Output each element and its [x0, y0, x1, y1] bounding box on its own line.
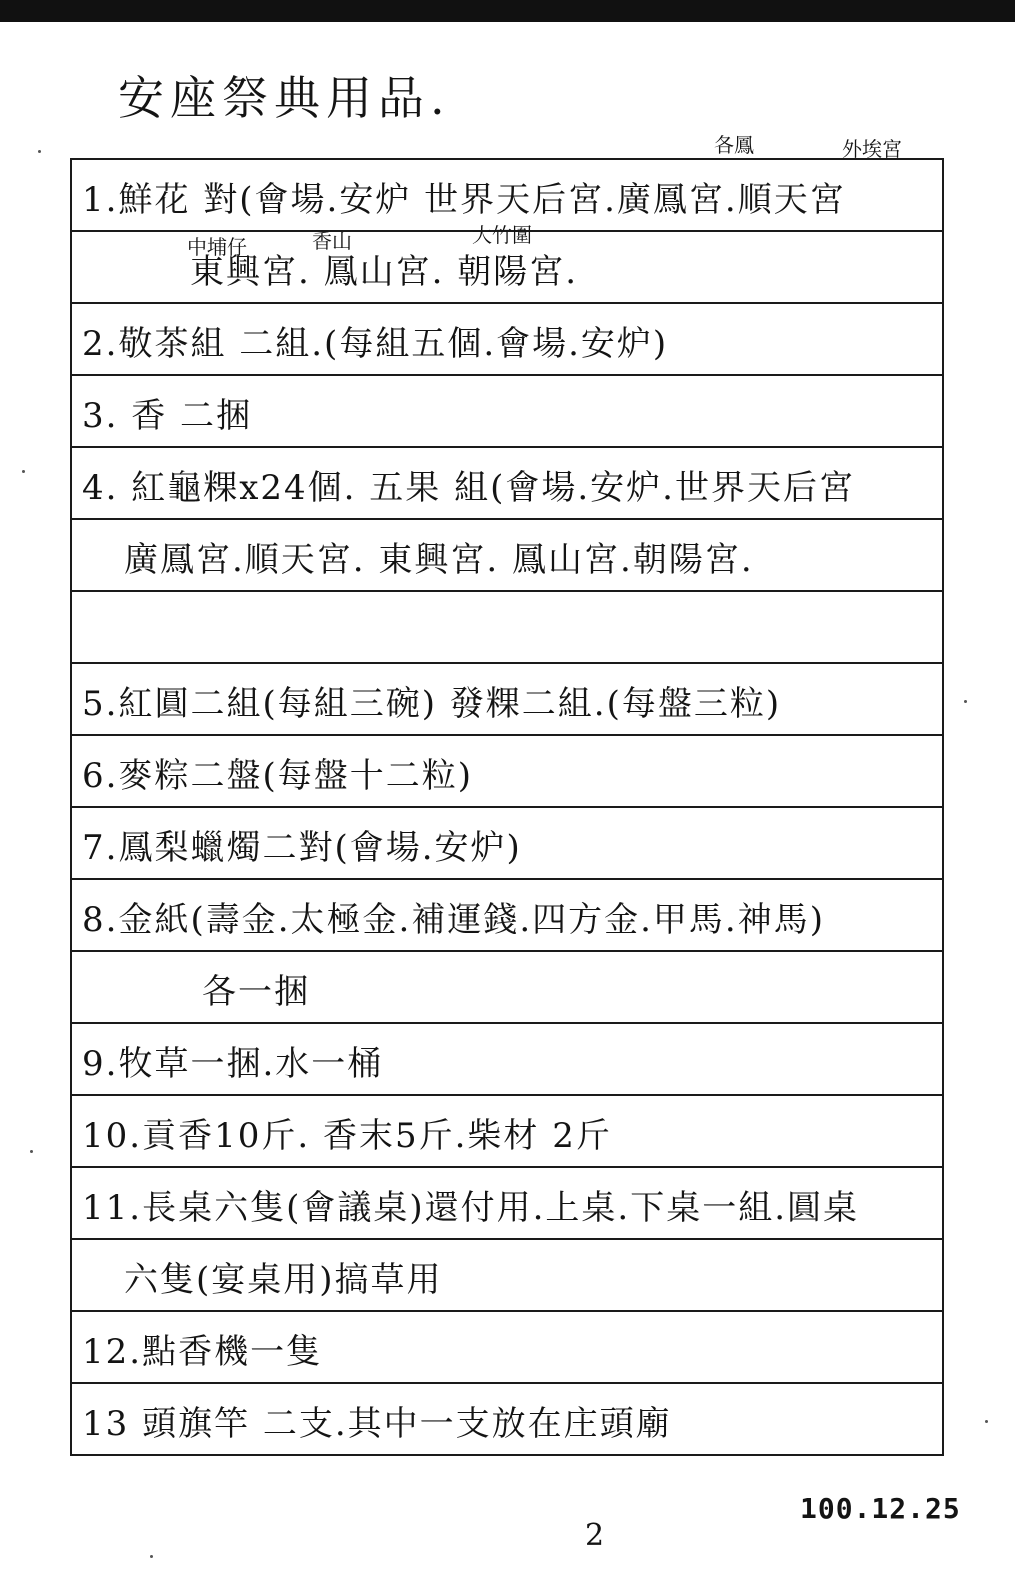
list-item — [72, 448, 942, 520]
list-item — [72, 592, 942, 664]
item-text: 東興宮. 鳳山宮. 朝陽宮. — [190, 252, 579, 292]
scan-speck — [22, 470, 25, 473]
list-item — [72, 304, 942, 376]
list-item — [72, 1384, 942, 1456]
list-item — [72, 1024, 942, 1096]
item-text: 4. 紅龜粿x24個. 五果 組(會場.安炉.世界天后宮 — [82, 468, 855, 508]
date-stamp: 100.12.25 — [800, 1492, 961, 1525]
item-text: 9.牧草一捆.水一桶 — [82, 1044, 384, 1084]
list-item — [72, 736, 942, 808]
annotation-note: 中埔仔 — [187, 235, 247, 259]
item-text: 13 頭旗竿 二支.其中一支放在庄頭廟 — [82, 1404, 672, 1444]
list-item — [72, 223, 942, 304]
list-item — [72, 1096, 942, 1168]
annotation-note: 各鳳 — [714, 133, 754, 157]
annotation-note: 大竹圍 — [472, 223, 532, 247]
item-text: 8.金紙(壽金.太極金.補運錢.四方金.甲馬.神馬) — [82, 900, 826, 940]
scan-speck — [30, 1150, 33, 1153]
list-item — [72, 1240, 942, 1312]
scan-speck — [964, 700, 967, 703]
list-item — [72, 133, 942, 232]
item-text: 6.麥粽二盤(每盤十二粒) — [82, 756, 473, 796]
item-text: 7.鳳梨蠟燭二對(會場.安炉) — [82, 828, 522, 868]
item-text: 六隻(宴桌用)搞草用 — [124, 1260, 443, 1300]
scan-top-border — [0, 0, 1015, 22]
list-item — [72, 520, 942, 592]
item-text: 各一捆 — [202, 972, 310, 1012]
annotation-note: 香山 — [312, 229, 352, 253]
item-text: 10.貢香10斤. 香末5斤.柴材 2斤 — [82, 1116, 612, 1156]
list-item — [72, 880, 942, 952]
item-text: 12.點香機一隻 — [82, 1332, 323, 1372]
item-text: 11.長桌六隻(會議桌)還付用.上桌.下桌一組.圓桌 — [82, 1188, 860, 1228]
list-item — [72, 952, 942, 1024]
list-item — [72, 664, 942, 736]
item-text: 3. 香 二捆 — [82, 396, 253, 436]
list-item — [72, 808, 942, 880]
item-text: 5.紅圓二組(每組三碗) 發粿二組.(每盤三粒) — [82, 684, 782, 724]
list-item — [72, 1168, 942, 1240]
item-text: 廣鳳宮.順天宮. 東興宮. 鳳山宮.朝陽宮. — [124, 540, 754, 580]
page-number: 2 — [585, 1518, 605, 1553]
page-title: 安座祭典用品. — [118, 71, 451, 125]
scan-speck — [38, 150, 41, 153]
ruled-item-list — [70, 133, 944, 1456]
list-item — [72, 1312, 942, 1384]
scan-speck — [985, 1420, 988, 1423]
scan-speck — [150, 1555, 153, 1558]
list-item — [72, 376, 942, 448]
item-text: 1.鮮花 對(會場.安炉 世界天后宮.廣鳳宮.順天宮 — [82, 180, 846, 220]
annotation-note: 外埃宮 — [842, 137, 902, 161]
item-text: 2.敬茶組 二組.(每組五個.會場.安炉) — [82, 324, 669, 364]
